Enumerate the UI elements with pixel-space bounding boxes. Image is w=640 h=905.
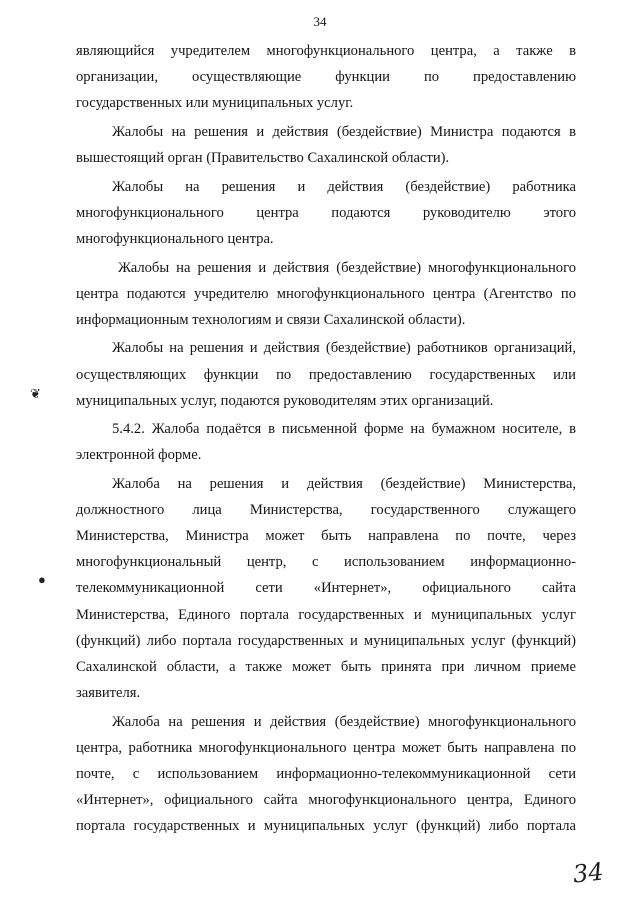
text-line: Жалобы на решения и действия (бездействие) работника (112, 178, 576, 195)
text-line: Министерства, Единого портала государственных и муниципальных услуг (76, 606, 576, 623)
text-line: заявителя. (76, 684, 141, 701)
paragraph (76, 255, 576, 333)
text-line: многофункционального центра. (76, 230, 274, 247)
text-line: вышестоящий орган (Правительство Сахалинской области). (76, 149, 450, 166)
text-line: Жалоба на решения и действия (бездействие) многофункционального (112, 713, 576, 730)
text-line: почте, с использованием информационно-телекоммуникационной сети (76, 765, 576, 782)
text-line: Сахалинской области, а также может быть принята при личном приеме (76, 658, 576, 675)
text-line: государственных или муниципальных услуг. (76, 95, 354, 112)
text-line: Жалобы на решения и действия (бездействие) Министра подаются в (112, 123, 576, 140)
paragraph (76, 709, 576, 839)
text-line: являющийся учредителем многофункционального центра, а также в (76, 43, 576, 59)
margin-mark: ● (38, 572, 46, 587)
text-line: информационным технологиям и связи Сахалинской области). (76, 311, 466, 328)
handwritten-page-number: 34 (572, 857, 606, 889)
text-line: (функций) либо портала государственных и муниципальных услуг (функций) (76, 632, 576, 649)
text-line: должностного лица Министерства, государственного служащего (76, 502, 576, 519)
paragraph (76, 335, 576, 413)
text-line: телекоммуникационной сети «Интернет», официального сайта (76, 580, 576, 597)
text-line: электронной форме. (76, 447, 202, 464)
text-line: Жалобы на решения и действия (бездействие) многофункционального (118, 259, 576, 276)
text-line: «Интернет», официального сайта многофункционального центра, Единого (76, 791, 576, 808)
text-line: центра подаются учредителю многофункционального центра (Агентство по (76, 285, 576, 302)
paragraph (76, 38, 576, 116)
paragraph (76, 416, 576, 468)
text-line: осуществляющих функции по предоставлению государственных или (76, 366, 576, 383)
page-number: 34 (313, 14, 327, 29)
text-line: центра, работника многофункционального центра может быть направлена по (76, 739, 576, 756)
document-body (76, 38, 576, 842)
text-line: многофункционального центра подаются руководителю этого (76, 204, 576, 221)
text-line: Министерства, Министра может быть направлена по почте, через (76, 528, 576, 545)
paragraph (76, 174, 576, 252)
text-line: организации, осуществляющие функции по предоставлению (76, 69, 576, 86)
text-line: 5.4.2. Жалоба подаётся в письменной форме на бумажном носителе, в (112, 421, 576, 438)
text-line: Жалобы на решения и действия (бездействие) работников организаций, (112, 340, 576, 357)
paragraph (76, 471, 576, 706)
text-line: муниципальных услуг, подаются руководителям этих организаций. (76, 392, 494, 409)
paragraph (76, 119, 576, 171)
text-line: Жалоба на решения и действия (бездействие) Министерства, (112, 476, 576, 493)
margin-mark: ❦ (30, 386, 41, 401)
text-line: портала государственных и муниципальных услуг (функций) либо портала (76, 817, 576, 834)
text-line: многофункциональный центр, с использованием информационно- (76, 554, 576, 571)
